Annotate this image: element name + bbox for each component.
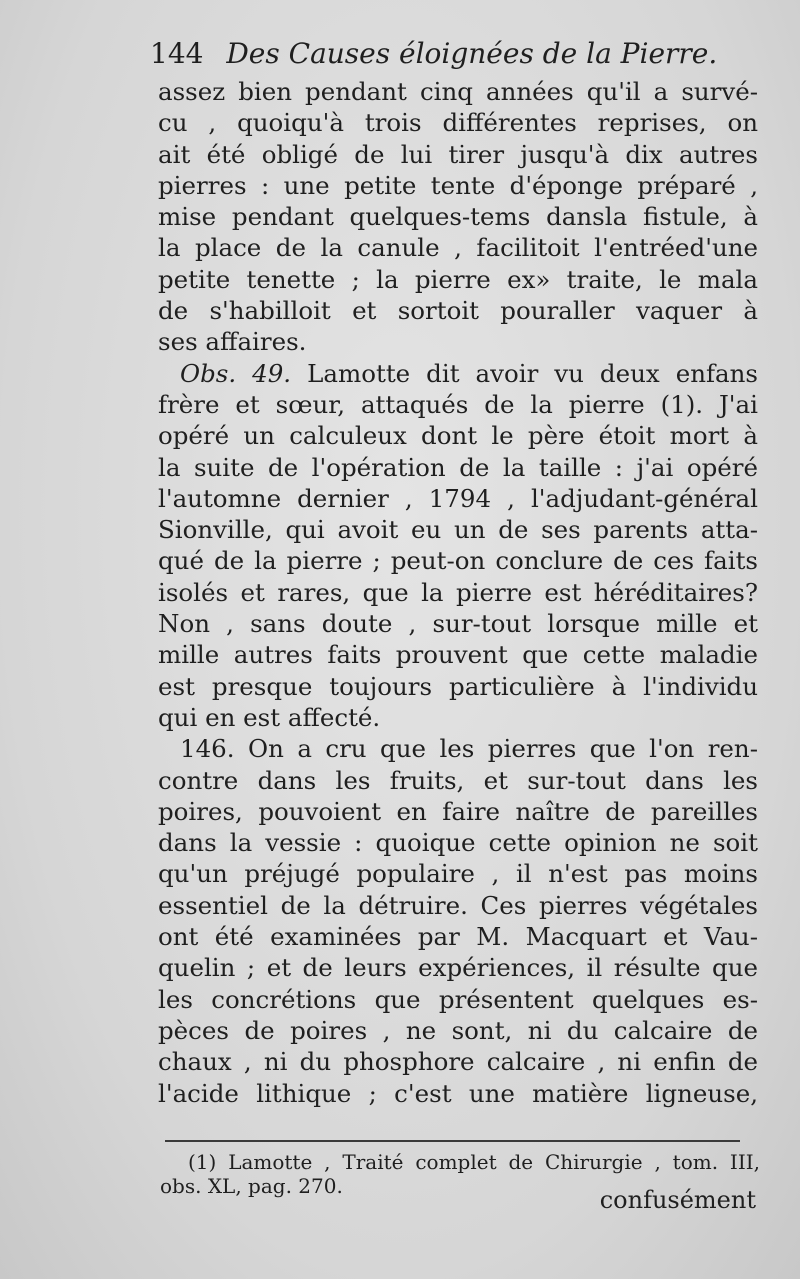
text-line: cu , quoiqu'à trois différentes reprises, on	[158, 108, 758, 138]
text-line: qué de la pierre ; peut-on conclure de ces faits	[158, 546, 758, 576]
text-line: quelin ; et de leurs expériences, il résulte que	[158, 953, 758, 983]
text-line: ont été examinées par M. Macquart et Vau-	[158, 922, 758, 952]
running-header	[150, 36, 760, 72]
text-line: opéré un calculeux dont le père étoit mort à	[158, 421, 758, 451]
text-line: mille autres faits prouvent que cette maladie	[158, 640, 758, 670]
text-line: de s'habilloit et sortoit pouraller vaquer à	[158, 296, 758, 326]
observation-line	[158, 358, 758, 389]
text-line: dans la vessie : quoique cette opinion ne soit	[158, 828, 758, 858]
text-line: l'automne dernier , 1794 , l'adjudant-général	[158, 483, 758, 513]
text-line: est presque toujours particulière à l'individu	[158, 671, 758, 701]
observation-label: Obs. 49.	[180, 358, 292, 388]
text-line: la suite de l'opération de la taille : j'ai opéré	[158, 452, 758, 482]
running-title: Des Causes éloignées de la Pierre.	[226, 37, 718, 70]
footnote-line: obs. XL, pag. 270.	[160, 1174, 343, 1198]
observation-text: Lamotte dit avoir vu deux enfans	[307, 358, 758, 388]
text-line: poires, pouvoient en faire naître de pareilles	[158, 796, 758, 826]
text-line: chaux , ni du phosphore calcaire , ni enfin de	[158, 1047, 758, 1077]
text-line: pèces de poires , ne sont, ni du calcaire de	[158, 1015, 758, 1045]
footnote-line: (1) Lamotte , Traité complet de Chirurgie , tom. III,	[188, 1150, 760, 1174]
text-line: Non , sans doute , sur-tout lorsque mille et	[158, 609, 758, 639]
text-line: pierres : une petite tente d'éponge préparé ,	[158, 170, 758, 200]
page-number: 144	[150, 37, 204, 70]
footnote-divider	[165, 1140, 740, 1142]
text-line: ses affaires.	[158, 327, 307, 357]
text-line: essentiel de la détruire. Ces pierres végétales	[158, 890, 758, 920]
text-line: mise pendant quelques-tems dansla fistule, à	[158, 202, 758, 232]
text-line: qu'un préjugé populaire , il n'est pas moins	[158, 859, 758, 889]
text-line: ait été obligé de lui tirer jusqu'à dix autres	[158, 139, 758, 169]
text-line: Sionville, qui avoit eu un de ses parents atta-	[158, 515, 758, 545]
catchword: confusément	[599, 1186, 756, 1214]
text-line: l'acide lithique ; c'est une matière ligneuse,	[158, 1078, 758, 1108]
text-line: frère et sœur, attaqués de la pierre (1). J'ai	[158, 389, 758, 419]
text-line: la place de la canule , facilitoit l'entréed'une	[158, 233, 758, 263]
text-line: isolés et rares, que la pierre est héréditaires?	[158, 577, 758, 607]
text-line: les concrétions que présentent quelques es-	[158, 984, 758, 1014]
paragraph-146-line: 146. On a cru que les pierres que l'on ren-	[180, 734, 758, 764]
text-line: assez bien pendant cinq années qu'il a survé-	[158, 77, 758, 106]
text-line: petite tenette ; la pierre ex» traite, le mala	[158, 264, 758, 294]
main-text	[158, 76, 758, 1109]
text-line: qui en est affecté.	[158, 702, 381, 732]
text-line: contre dans les fruits, et sur-tout dans les	[158, 765, 758, 795]
